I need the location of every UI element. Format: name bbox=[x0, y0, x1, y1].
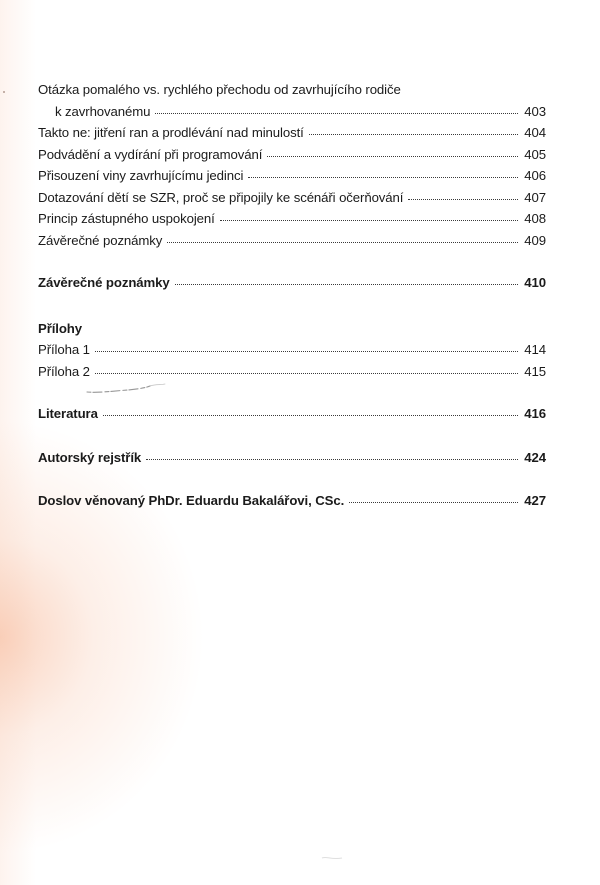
toc-entry-title: Dotazování dětí se SZR, proč se připojily ke scénáři očerňování bbox=[38, 189, 404, 205]
toc-page-number: 409 bbox=[524, 232, 546, 248]
dotted-leader bbox=[155, 113, 518, 114]
pencil-mark bbox=[87, 384, 165, 396]
toc-entry bbox=[38, 230, 546, 252]
toc-entry-title: Takto ne: jitření ran a prodlévání nad minulostí bbox=[38, 125, 304, 140]
dotted-leader bbox=[309, 134, 518, 135]
dotted-leader bbox=[167, 242, 518, 243]
table-of-contents bbox=[38, 79, 546, 512]
toc-entry-title-continuation: k zavrhovanému bbox=[55, 103, 151, 119]
toc-major-entry-author-index bbox=[38, 447, 546, 469]
attachments-heading: Přílohy bbox=[38, 320, 83, 336]
toc-page-number: 405 bbox=[524, 146, 546, 162]
toc-page-number: 424 bbox=[524, 449, 546, 465]
toc-major-entry-title: Závěrečné poznámky bbox=[38, 275, 170, 290]
toc-attachment-entry bbox=[38, 339, 546, 361]
dotted-leader bbox=[220, 220, 518, 221]
toc-page-number: 416 bbox=[524, 406, 546, 421]
toc-page-number: 415 bbox=[524, 363, 546, 379]
toc-entry-title: Otázka pomalého vs. rychlého přechodu od zavrhujícího rodiče bbox=[38, 82, 401, 97]
toc-entry-title: Princip zástupného uspokojení bbox=[38, 211, 215, 226]
toc-major-entry-afterword bbox=[38, 490, 546, 512]
toc-page-number: 408 bbox=[524, 211, 546, 226]
toc-entry-line-1 bbox=[38, 79, 546, 101]
dotted-leader bbox=[103, 415, 518, 416]
dotted-leader bbox=[408, 199, 518, 200]
toc-major-entry-title: Doslov věnovaný PhDr. Eduardu Bakalářovi, CSc. bbox=[38, 493, 345, 508]
dotted-leader bbox=[267, 156, 518, 157]
toc-entry bbox=[38, 144, 546, 166]
toc-page-number: 414 bbox=[524, 342, 546, 357]
toc-major-entry-closing-notes bbox=[38, 272, 546, 294]
toc-page-number: 410 bbox=[524, 275, 546, 290]
toc-entry bbox=[38, 122, 546, 144]
toc-major-entry-title: Autorský rejstřík bbox=[38, 449, 142, 465]
ink-smudge bbox=[321, 855, 343, 861]
toc-page-number: 403 bbox=[524, 103, 546, 119]
toc-entry bbox=[38, 187, 546, 209]
toc-attachment-entry bbox=[38, 361, 546, 383]
toc-entry bbox=[38, 165, 546, 187]
dotted-leader bbox=[349, 502, 518, 503]
toc-entry-continuation bbox=[38, 101, 546, 123]
toc-page-number: 406 bbox=[524, 168, 546, 183]
dotted-leader bbox=[248, 177, 518, 178]
toc-entry-title: Přisouzení viny zavrhujícímu jedinci bbox=[38, 168, 244, 183]
toc-entry bbox=[38, 208, 546, 230]
toc-page-number: 427 bbox=[524, 493, 546, 508]
toc-attachment-title: Příloha 1 bbox=[38, 342, 90, 357]
toc-major-entry-literature bbox=[38, 403, 546, 425]
dotted-leader bbox=[95, 351, 518, 352]
dotted-leader bbox=[146, 459, 518, 460]
toc-major-entry-title: Literatura bbox=[38, 406, 98, 421]
toc-page-number: 404 bbox=[524, 125, 546, 140]
paper-speck bbox=[3, 91, 5, 93]
toc-attachment-title: Příloha 2 bbox=[38, 363, 90, 379]
dotted-leader bbox=[95, 373, 518, 374]
toc-entry-title: Závěrečné poznámky bbox=[38, 232, 163, 248]
dotted-leader bbox=[175, 284, 518, 285]
toc-entry-title: Podvádění a vydírání při programování bbox=[38, 146, 263, 162]
toc-page-number: 407 bbox=[524, 189, 546, 205]
